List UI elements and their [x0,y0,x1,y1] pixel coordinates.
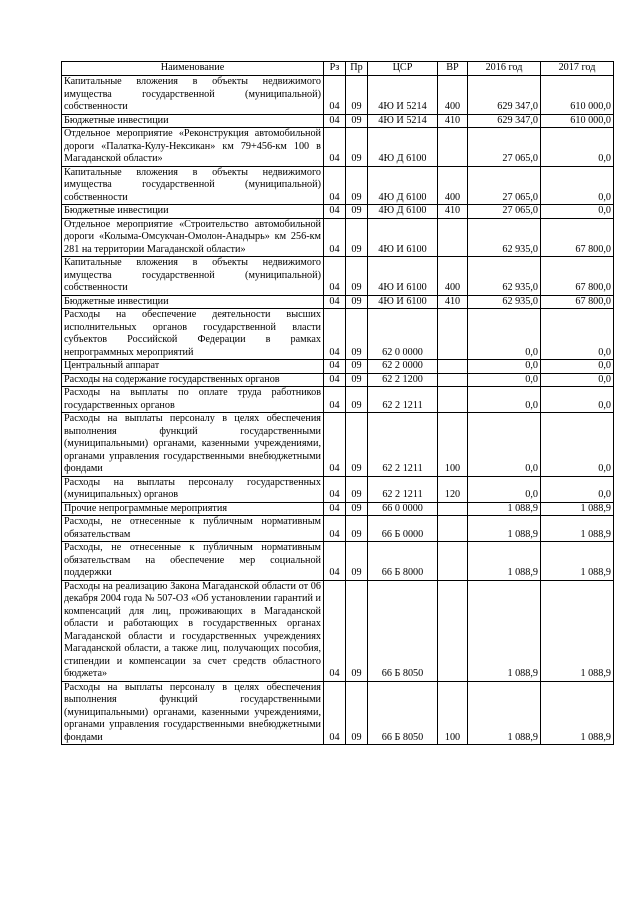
cell-2017: 67 800,0 [541,218,614,257]
cell-rz: 04 [324,205,346,219]
cell-name: Расходы на выплаты персоналу в целях обеспечения выполнения функций государственными (муниципальными) органами, казенными учреждениями, органами управления государственными внебюджетными фондами [62,413,324,477]
table-row [62,476,614,502]
cell-pr: 09 [346,114,368,128]
cell-2017: 1 088,9 [541,580,614,681]
table-row [62,373,614,387]
cell-pr: 09 [346,681,368,745]
cell-name: Капитальные вложения в объекты недвижимого имущества государственной (муниципальной) собственности [62,76,324,115]
cell-csr: 4Ю И 5214 [368,76,438,115]
cell-2017: 0,0 [541,476,614,502]
cell-csr: 62 0 0000 [368,309,438,360]
cell-2017: 1 088,9 [541,502,614,516]
cell-rz: 04 [324,373,346,387]
cell-pr: 09 [346,516,368,542]
cell-rz: 04 [324,681,346,745]
cell-csr: 62 2 1211 [368,476,438,502]
cell-pr: 09 [346,218,368,257]
cell-2016: 1 088,9 [468,542,541,581]
header-pr: Пр [346,62,368,76]
cell-pr: 09 [346,387,368,413]
cell-csr: 62 2 1211 [368,413,438,477]
cell-2017: 1 088,9 [541,542,614,581]
cell-pr: 09 [346,257,368,296]
cell-name: Капитальные вложения в объекты недвижимого имущества государственной (муниципальной) собственности [62,257,324,296]
cell-name: Расходы на реализацию Закона Магаданской области от 06 декабря 2004 года № 507-ОЗ «Об установлении гарантий и компенсаций для лиц, проживающих в Магаданской области и работающих в государственных органах Магаданской области и государственных учреждениях Магаданской области, а также лиц, получающих пособия, стипендии и компенсации за счет средств областного бюджета» [62,580,324,681]
cell-vr: 410 [438,114,468,128]
cell-name: Расходы на выплаты по оплате труда работников государственных органов [62,387,324,413]
cell-2016: 1 088,9 [468,681,541,745]
cell-name: Отдельное мероприятие «Реконструкция автомобильной дороги «Палатка-Кулу-Нексикан» км 79+456-км 100 в Магаданской области» [62,128,324,167]
cell-2017: 1 088,9 [541,681,614,745]
table-row [62,580,614,681]
cell-csr: 4Ю Д 6100 [368,128,438,167]
budget-document [61,61,614,745]
cell-2016: 0,0 [468,373,541,387]
cell-2016: 62 935,0 [468,295,541,309]
cell-pr: 09 [346,128,368,167]
table-row [62,387,614,413]
cell-csr: 4Ю Д 6100 [368,205,438,219]
header-name: Наименование [62,62,324,76]
cell-rz: 04 [324,166,346,205]
cell-csr: 66 Б 8050 [368,580,438,681]
cell-rz: 04 [324,516,346,542]
cell-2016: 0,0 [468,413,541,477]
table-row [62,76,614,115]
table-row [62,360,614,374]
cell-rz: 04 [324,387,346,413]
cell-csr: 4Ю И 5214 [368,114,438,128]
cell-pr: 09 [346,309,368,360]
cell-2016: 1 088,9 [468,580,541,681]
cell-2016: 1 088,9 [468,516,541,542]
table-row [62,502,614,516]
cell-2017: 0,0 [541,373,614,387]
cell-rz: 04 [324,309,346,360]
cell-vr: 400 [438,166,468,205]
cell-pr: 09 [346,502,368,516]
header-2017: 2017 год [541,62,614,76]
cell-vr [438,128,468,167]
cell-rz: 04 [324,502,346,516]
cell-csr: 62 2 1211 [368,387,438,413]
table-body [62,76,614,745]
cell-2016: 629 347,0 [468,76,541,115]
table-row [62,257,614,296]
cell-2016: 62 935,0 [468,218,541,257]
cell-2017: 0,0 [541,205,614,219]
cell-vr [438,580,468,681]
header-vr: ВР [438,62,468,76]
cell-csr: 66 Б 8000 [368,542,438,581]
header-2016: 2016 год [468,62,541,76]
cell-vr [438,387,468,413]
table-row [62,309,614,360]
cell-2016: 0,0 [468,309,541,360]
table-row [62,413,614,477]
cell-vr [438,542,468,581]
cell-2017: 1 088,9 [541,516,614,542]
cell-name: Бюджетные инвестиции [62,114,324,128]
table-row [62,542,614,581]
cell-vr [438,502,468,516]
cell-2016: 0,0 [468,387,541,413]
header-row [62,62,614,76]
cell-pr: 09 [346,205,368,219]
cell-name: Расходы на обеспечение деятельности высших исполнительных органов государственной власти субъектов Российской Федерации в рамках непрограммных мероприятий [62,309,324,360]
cell-2016: 629 347,0 [468,114,541,128]
cell-pr: 09 [346,295,368,309]
cell-name: Расходы, не отнесенные к публичным нормативным обязательствам [62,516,324,542]
cell-rz: 04 [324,114,346,128]
cell-name: Капитальные вложения в объекты недвижимого имущества государственной (муниципальной) собственности [62,166,324,205]
table-row [62,205,614,219]
cell-vr: 120 [438,476,468,502]
cell-2017: 0,0 [541,128,614,167]
cell-name: Расходы на выплаты персоналу государственных (муниципальных) органов [62,476,324,502]
cell-name: Бюджетные инвестиции [62,205,324,219]
cell-rz: 04 [324,295,346,309]
cell-name: Расходы на содержание государственных органов [62,373,324,387]
cell-vr: 410 [438,205,468,219]
cell-csr: 66 Б 8050 [368,681,438,745]
cell-rz: 04 [324,413,346,477]
cell-vr: 410 [438,295,468,309]
cell-csr: 4Ю И 6100 [368,257,438,296]
cell-name: Расходы на выплаты персоналу в целях обеспечения выполнения функций государственными (муниципальными) органами, казенными учреждениями, органами управления государственными внебюджетными фондами [62,681,324,745]
cell-2016: 0,0 [468,476,541,502]
cell-vr [438,373,468,387]
cell-vr [438,218,468,257]
cell-2016: 62 935,0 [468,257,541,296]
budget-table [61,61,614,745]
cell-vr: 100 [438,413,468,477]
cell-name: Отдельное мероприятие «Строительство автомобильной дороги «Колыма-Омсукчан-Омолон-Анадырь» км 256-км 281 на территории Магаданской области» [62,218,324,257]
cell-name: Центральный аппарат [62,360,324,374]
cell-2017: 67 800,0 [541,295,614,309]
cell-pr: 09 [346,476,368,502]
table-row [62,218,614,257]
cell-pr: 09 [346,166,368,205]
cell-name: Прочие непрограммные мероприятия [62,502,324,516]
cell-pr: 09 [346,373,368,387]
cell-vr: 400 [438,76,468,115]
cell-rz: 04 [324,257,346,296]
cell-rz: 04 [324,476,346,502]
cell-csr: 4Ю И 6100 [368,295,438,309]
cell-rz: 04 [324,360,346,374]
cell-csr: 66 Б 0000 [368,516,438,542]
cell-vr [438,309,468,360]
cell-2016: 27 065,0 [468,128,541,167]
cell-2016: 27 065,0 [468,205,541,219]
table-row [62,681,614,745]
cell-2016: 0,0 [468,360,541,374]
cell-2016: 1 088,9 [468,502,541,516]
table-row [62,128,614,167]
cell-pr: 09 [346,542,368,581]
cell-rz: 04 [324,218,346,257]
cell-2017: 0,0 [541,387,614,413]
cell-rz: 04 [324,76,346,115]
cell-csr: 62 2 1200 [368,373,438,387]
cell-name: Бюджетные инвестиции [62,295,324,309]
cell-2017: 0,0 [541,360,614,374]
cell-csr: 4Ю И 6100 [368,218,438,257]
cell-csr: 66 0 0000 [368,502,438,516]
cell-vr [438,360,468,374]
cell-2017: 0,0 [541,309,614,360]
cell-pr: 09 [346,76,368,115]
table-row [62,516,614,542]
cell-rz: 04 [324,580,346,681]
cell-pr: 09 [346,360,368,374]
cell-2017: 0,0 [541,413,614,477]
cell-rz: 04 [324,542,346,581]
cell-2016: 27 065,0 [468,166,541,205]
cell-csr: 62 2 0000 [368,360,438,374]
cell-name: Расходы, не отнесенные к публичным нормативным обязательствам на обеспечение мер социальной поддержки [62,542,324,581]
cell-vr: 400 [438,257,468,296]
cell-pr: 09 [346,580,368,681]
cell-rz: 04 [324,128,346,167]
header-csr: ЦСР [368,62,438,76]
cell-2017: 0,0 [541,166,614,205]
table-row [62,114,614,128]
cell-csr: 4Ю Д 6100 [368,166,438,205]
cell-2017: 610 000,0 [541,76,614,115]
cell-2017: 610 000,0 [541,114,614,128]
header-rz: Рз [324,62,346,76]
table-row [62,166,614,205]
cell-2017: 67 800,0 [541,257,614,296]
cell-vr [438,516,468,542]
cell-vr: 100 [438,681,468,745]
table-row [62,295,614,309]
cell-pr: 09 [346,413,368,477]
